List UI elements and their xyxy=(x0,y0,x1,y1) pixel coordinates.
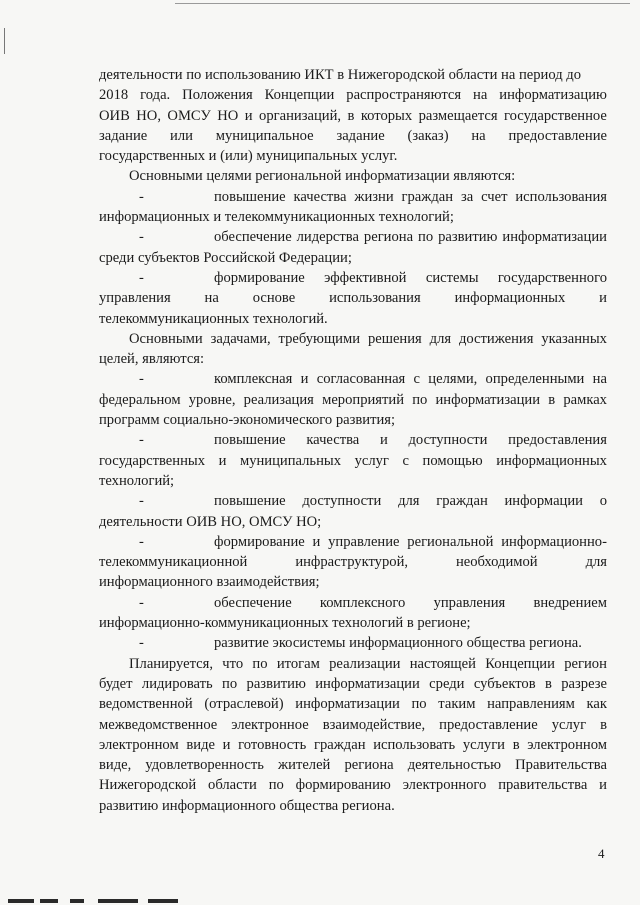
text-line xyxy=(99,430,607,450)
word: и xyxy=(599,777,607,794)
word: Нижегородской xyxy=(99,777,197,794)
word: готовность xyxy=(238,736,307,753)
word: управления xyxy=(99,290,171,307)
text-line: государственных и (или) муниципальных услуг. xyxy=(99,148,398,165)
word: и xyxy=(244,107,253,124)
text-line: развитию информационного общества региона. xyxy=(99,797,395,814)
word: реализация xyxy=(243,391,314,408)
word: информационно- xyxy=(501,533,607,550)
word: что xyxy=(222,655,244,672)
word: предоставление xyxy=(439,716,538,733)
word: Положения xyxy=(182,87,253,104)
word: направлениям xyxy=(487,696,575,713)
text-line xyxy=(99,329,607,349)
word: года. xyxy=(140,87,171,104)
text-line xyxy=(99,552,607,572)
word: информатизации xyxy=(295,696,400,713)
word: государственное xyxy=(504,107,607,124)
list-dash: - xyxy=(139,533,144,550)
word: настоящей xyxy=(409,655,476,672)
word: таким xyxy=(438,696,476,713)
word: по xyxy=(411,696,427,713)
word: распространяются xyxy=(346,87,462,104)
word: граждан xyxy=(436,493,488,510)
word: и xyxy=(300,371,309,388)
word: по xyxy=(222,675,238,692)
word: по xyxy=(252,655,268,672)
word: качества xyxy=(293,188,347,205)
word: или xyxy=(170,127,193,144)
word: услуг xyxy=(551,716,587,733)
word: на xyxy=(473,87,488,104)
word: информационных xyxy=(454,290,566,307)
word: в xyxy=(347,107,355,124)
word: решения xyxy=(367,330,422,347)
word: федеральном xyxy=(99,391,181,408)
word: для xyxy=(398,493,420,510)
word: формированию xyxy=(295,777,391,794)
word: взаимодействие, xyxy=(322,716,426,733)
list-dash: - xyxy=(139,229,144,246)
word: для xyxy=(585,554,607,571)
text-line xyxy=(99,106,607,126)
word: задание xyxy=(99,127,148,144)
list-dash: - xyxy=(139,432,144,449)
word: (отраслевой) xyxy=(204,696,284,713)
text-line xyxy=(99,187,607,207)
scan-margin-mark xyxy=(4,28,5,54)
word: НО xyxy=(217,107,239,124)
word: инфраструктурой, xyxy=(295,554,409,571)
text-line xyxy=(99,85,607,105)
word: в xyxy=(600,716,607,733)
list-dash: - xyxy=(139,269,144,286)
text-line xyxy=(99,755,607,775)
word: муниципальных xyxy=(239,452,341,469)
page-number: 4 xyxy=(598,846,605,861)
word: использования xyxy=(329,290,421,307)
word: информации xyxy=(504,493,583,510)
word: использования xyxy=(515,188,607,205)
text-line xyxy=(99,735,607,755)
word: эффективной xyxy=(324,269,407,286)
word: на xyxy=(592,371,607,388)
word: уровне, xyxy=(188,391,236,408)
word: с xyxy=(413,371,421,388)
text-line xyxy=(99,775,607,795)
text-line xyxy=(99,694,607,714)
word: виде, xyxy=(99,757,132,774)
scan-bottom-artifact xyxy=(8,897,208,905)
word: электронного xyxy=(402,777,487,794)
word: Основными xyxy=(129,330,203,347)
list-dash: - xyxy=(139,635,144,652)
word: размещается xyxy=(418,107,498,124)
word: предоставления xyxy=(508,432,607,449)
word: государственных xyxy=(99,452,206,469)
text-line: Основными целями региональной информатизации являются: xyxy=(129,168,516,185)
word: информатизацию xyxy=(499,87,607,104)
text-line: информационного взаимодействия; xyxy=(99,574,320,591)
word: на xyxy=(204,290,219,307)
word: доступности xyxy=(408,432,488,449)
text-line xyxy=(99,532,607,552)
word: формирование xyxy=(214,533,305,550)
word: и xyxy=(379,432,388,449)
word: электронном xyxy=(99,736,179,753)
text-line: среди субъектов Российской Федерации; xyxy=(99,249,352,266)
word: субъектов xyxy=(473,675,536,692)
word: системы xyxy=(425,269,479,286)
word: электронное xyxy=(231,716,309,733)
word: деятельностью xyxy=(407,757,502,774)
word: итогам xyxy=(276,655,320,672)
word: лидировать xyxy=(141,675,213,692)
word: электронном xyxy=(527,736,607,753)
word: необходимой xyxy=(455,554,538,571)
word: Правительства xyxy=(515,757,607,774)
word: о xyxy=(599,493,607,510)
word: предоставление xyxy=(508,127,607,144)
word: рамках xyxy=(563,391,607,408)
word: 2018 xyxy=(99,87,129,104)
word: муниципальное xyxy=(215,127,314,144)
word: ОИВ xyxy=(99,107,130,124)
word: указанных xyxy=(541,330,607,347)
word: достижения xyxy=(458,330,534,347)
text-line xyxy=(99,126,607,146)
list-dash: - xyxy=(139,371,144,388)
word: управления xyxy=(433,594,506,611)
word: определенными xyxy=(485,371,585,388)
word: в xyxy=(512,736,520,753)
word: области xyxy=(208,777,257,794)
word: правительства xyxy=(498,777,588,794)
word: по xyxy=(418,229,434,246)
word: счет xyxy=(481,188,508,205)
word: развитию xyxy=(438,229,498,246)
word: информационных xyxy=(496,452,607,469)
text-line: целей, являются: xyxy=(99,351,205,368)
text-line xyxy=(99,491,607,511)
text-line: деятельности ОИВ НО, ОМСУ НО; xyxy=(99,513,322,530)
word: повышение xyxy=(214,493,286,510)
text-line xyxy=(99,593,607,613)
word: региональной xyxy=(407,533,494,550)
text-line xyxy=(99,288,607,308)
text-line: информационно-коммуникационных технологий в регионе; xyxy=(99,615,471,632)
word: ведомственной xyxy=(99,696,193,713)
word: помощью xyxy=(422,452,483,469)
text-line xyxy=(99,654,607,674)
word: информатизации xyxy=(502,229,607,246)
text-line xyxy=(99,369,607,389)
word: и xyxy=(599,290,607,307)
list-dash: - xyxy=(139,493,144,510)
word: Концепции xyxy=(485,655,555,672)
word: по xyxy=(268,777,284,794)
word: задачами, xyxy=(210,330,271,347)
word: согласованная xyxy=(316,371,406,388)
word: граждан xyxy=(401,188,454,205)
word: которых xyxy=(360,107,413,124)
word: комплексная xyxy=(214,371,293,388)
text-line xyxy=(99,227,607,247)
word: жизни xyxy=(354,188,394,205)
word: как xyxy=(586,696,607,713)
word: доступности xyxy=(302,493,382,510)
text-line: информационных и телекоммуникационных технологий; xyxy=(99,209,454,226)
word: требующими xyxy=(278,330,361,347)
text-line xyxy=(99,674,607,694)
word: развитию xyxy=(246,675,306,692)
word: обеспечение xyxy=(214,594,292,611)
word: Концепции xyxy=(264,87,335,104)
text-line: технологий; xyxy=(99,472,175,489)
word: качества xyxy=(306,432,360,449)
list-dash: - xyxy=(139,594,144,611)
word: обеспечение xyxy=(214,229,292,246)
text-line: деятельности по использованию ИКТ в Нижегородской области на период до xyxy=(99,67,582,83)
word: регион xyxy=(564,655,607,672)
word: за xyxy=(460,188,474,205)
scan-top-edge xyxy=(175,3,630,4)
word: граждан xyxy=(313,736,366,753)
text-line xyxy=(99,390,607,410)
word: управление xyxy=(328,533,400,550)
word: для xyxy=(429,330,452,347)
word: информатизации xyxy=(435,391,541,408)
word: государственного xyxy=(497,269,607,286)
word: и xyxy=(222,736,231,753)
word: с xyxy=(402,452,409,469)
word: региона xyxy=(344,757,394,774)
text-line: программ социально-экономического развития; xyxy=(99,412,396,429)
word: Планируется, xyxy=(129,655,213,672)
word: информатизации xyxy=(315,675,420,692)
word: повышение xyxy=(214,188,286,205)
text-line xyxy=(99,633,607,653)
word: организаций, xyxy=(259,107,342,124)
word: ОМСУ xyxy=(167,107,211,124)
word: внедрением xyxy=(533,594,607,611)
word: и xyxy=(218,452,227,469)
word: в xyxy=(548,391,556,408)
list-dash: - xyxy=(139,188,144,205)
word: реализации xyxy=(329,655,401,672)
word: мероприятий xyxy=(322,391,405,408)
text-line xyxy=(99,715,607,735)
text-line xyxy=(99,451,607,471)
word: комплексного xyxy=(319,594,406,611)
word: будет xyxy=(99,675,133,692)
word: среди xyxy=(429,675,465,692)
text-line: телекоммуникационных технологий. xyxy=(99,310,328,327)
word: виде xyxy=(186,736,215,753)
word: целями, xyxy=(428,371,478,388)
word: услуги xyxy=(462,736,505,753)
document-body xyxy=(99,65,607,816)
word: в xyxy=(544,675,552,692)
word: региона xyxy=(363,229,414,246)
line-text: развитие экосистемы информационного общества региона. xyxy=(214,635,582,652)
word: основе xyxy=(252,290,296,307)
word: НО, xyxy=(136,107,161,124)
word: задание xyxy=(336,127,385,144)
word: по xyxy=(412,391,428,408)
word: формирование xyxy=(214,269,305,286)
word: жителей xyxy=(278,757,331,774)
text-line xyxy=(99,268,607,288)
word: повышение xyxy=(214,432,286,449)
word: (заказ) xyxy=(407,127,449,144)
word: и xyxy=(312,533,321,550)
word: разрезе xyxy=(561,675,607,692)
word: лидерства xyxy=(296,229,359,246)
word: на xyxy=(471,127,486,144)
word: телекоммуникационной xyxy=(99,554,248,571)
word: использовать xyxy=(373,736,456,753)
word: удовлетворенность xyxy=(145,757,264,774)
word: межведомственное xyxy=(99,716,218,733)
word: услуг xyxy=(354,452,389,469)
